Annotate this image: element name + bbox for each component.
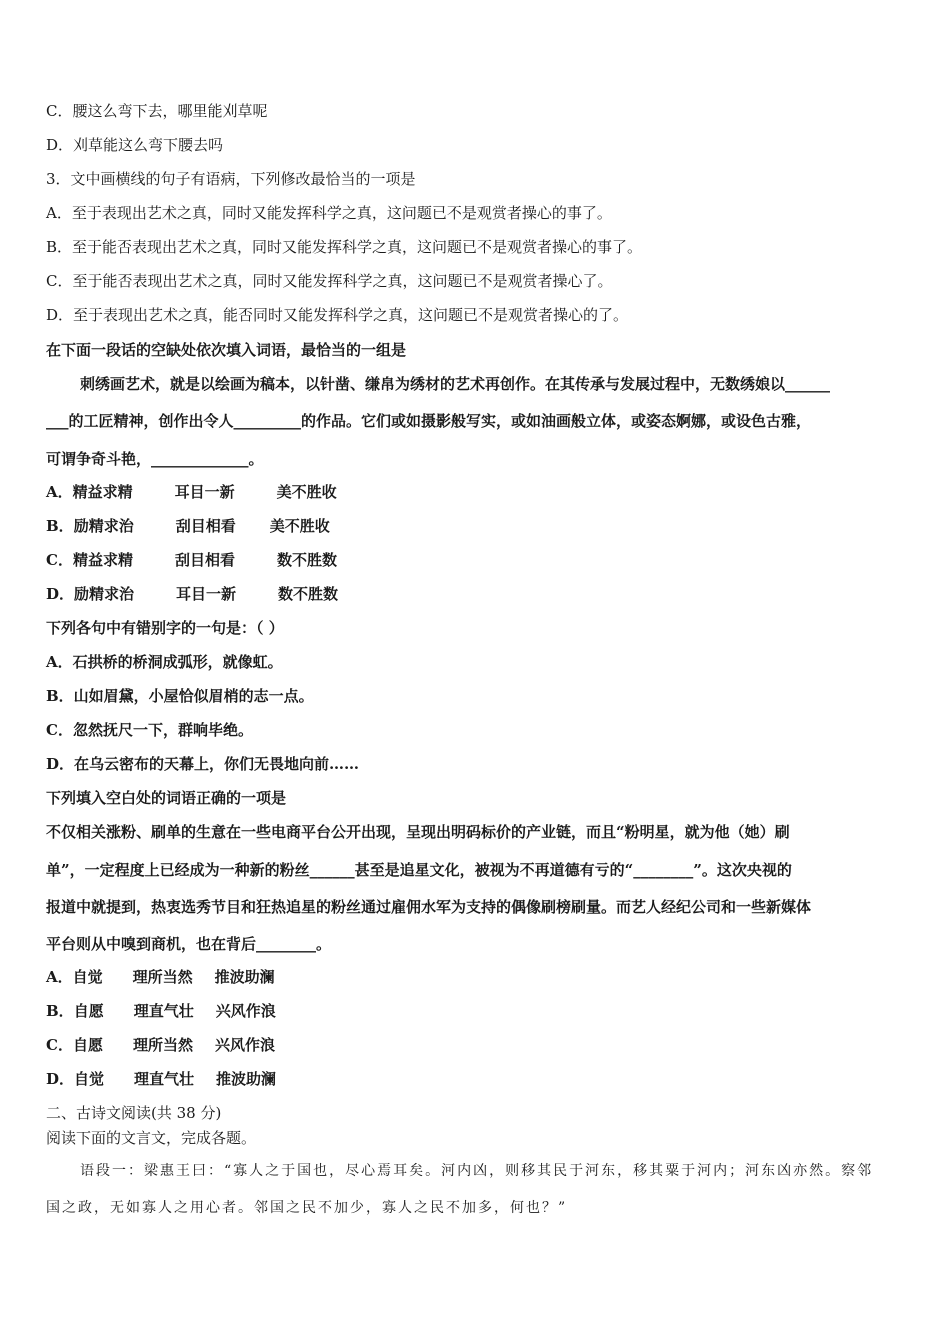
option-word: 刮目相看 [175,517,236,535]
q4-option-a [46,482,337,502]
option-word: 数不胜数 [276,551,337,569]
section-instruction: 阅读下面的文言文，完成各题。 [46,1129,257,1147]
q5-option-c: C．忽然抚尺一下，群响毕绝。 [46,721,253,739]
q3-option-d: D．至于表现出艺术之真，能否同时又能发挥科学之真，这问题已不是观赏者操心的了。 [46,306,629,324]
q6-option-a [46,967,275,987]
q6-paragraph-line: 不仅相关涨粉、刷单的生意在一些电商平台公开出现，呈现出明码标价的产业链，而且“粉明星，就为他（她）刷 [46,823,790,841]
option-word: 推波助澜 [216,1070,277,1088]
q2-option-c: C．腰这么弯下去，哪里能刈草呢 [46,102,268,120]
option-word: 兴风作浪 [214,1036,275,1054]
option-key: D． [46,585,75,603]
option-word: 自愿 [72,1036,103,1054]
option-key: A． [46,483,73,501]
q4-paragraph-line: ___的工匠精神，创作出令人_________的作品。它们或如摄影般写实，或如油画般立体，或姿态婀娜，或设色古雅， [46,412,812,430]
option-word: 励精求治 [74,585,135,603]
q6-option-c [46,1035,275,1055]
q4-stem: 在下面一段话的空缺处依次填入词语，最恰当的一组是 [46,341,407,359]
q4-paragraph-line: 刺绣画艺术，就是以绘画为稿本，以针凿、缣帛为绣材的艺术再创作。在其传承与发展过程中，无数绣娘以______ [80,375,831,393]
option-word: 精益求精 [72,483,133,501]
q4-paragraph-line: 可谓争奇斗艳，_____________。 [46,450,264,468]
passage-line: 国之政，无如寡人之用心者。邻国之民不加少，寡人之民不加多，何也？” [46,1200,568,1216]
passage-line: 语段一：梁惠王曰：“寡人之于国也，尽心焉耳矣。河内凶，则移其民于河东，移其粟于河内；河东凶亦然。察邻 [80,1163,874,1179]
option-word: 自觉 [72,968,103,986]
q6-paragraph-line: 单”，一定程度上已经成为一种新的粉丝______甚至是追星文化，被视为不再道德有亏的“________”。这次央视的 [46,861,792,879]
q5-option-a: A．石拱桥的桥洞成弧形，就像虹。 [46,653,283,671]
q6-stem: 下列填入空白处的词语正确的一项是 [46,789,287,807]
option-word: 美不胜收 [276,483,337,501]
option-word: 耳目一新 [176,585,237,603]
option-word: 推波助澜 [214,968,275,986]
option-word: 自愿 [73,1002,104,1020]
q3-option-a: A．至于表现出艺术之真，同时又能发挥科学之真，这问题已不是观赏者操心的事了。 [46,204,612,222]
option-word: 理直气壮 [133,1002,194,1020]
option-word: 精益求精 [72,551,133,569]
option-word: 耳目一新 [174,483,235,501]
option-word: 理所当然 [132,968,193,986]
option-key: C． [46,551,73,569]
q4-option-c [46,550,337,570]
q6-option-b [46,1001,276,1021]
q5-stem: 下列各句中有错别字的一句是：（ ） [46,619,284,637]
q4-option-d [46,584,338,604]
option-word: 刮目相看 [174,551,235,569]
option-word: 理直气壮 [134,1070,195,1088]
q4-option-b [46,516,330,536]
option-key: B． [46,517,74,535]
q6-option-d [46,1069,276,1089]
q3-stem: 3．文中画横线的句子有语病，下列修改最恰当的一项是 [46,170,416,188]
q2-option-d: D．刈草能这么弯下腰去吗 [46,136,224,154]
q5-option-b: B．山如眉黛，小屋恰似眉梢的志一点。 [46,687,314,705]
option-word: 数不胜数 [278,585,339,603]
q6-paragraph-line: 平台则从中嗅到商机，也在背后________。 [46,935,332,953]
section-heading: 二、古诗文阅读(共 38 分) [46,1104,222,1122]
q6-paragraph-line: 报道中就提到，热衷选秀节目和狂热追星的粉丝通过雇佣水军为支持的偶像刷榜刷量。而艺人经纪公司和一些新媒体 [46,898,812,916]
option-key: C． [46,1036,73,1054]
option-key: D． [46,1070,75,1088]
q5-option-d: D．在乌云密布的天幕上，你们无畏地向前…… [46,755,360,773]
option-key: B． [46,1002,74,1020]
option-word: 兴风作浪 [215,1002,276,1020]
option-word: 励精求治 [73,517,134,535]
option-word: 自觉 [74,1070,105,1088]
option-key: A． [46,968,73,986]
option-word: 理所当然 [132,1036,193,1054]
q3-option-c: C．至于能否表现出艺术之真，同时又能发挥科学之真，这问题已不是观赏者操心了。 [46,272,613,290]
q3-option-b: B．至于能否表现出艺术之真，同时又能发挥科学之真，这问题已不是观赏者操心的事了。 [46,238,643,256]
option-word: 美不胜收 [269,517,330,535]
